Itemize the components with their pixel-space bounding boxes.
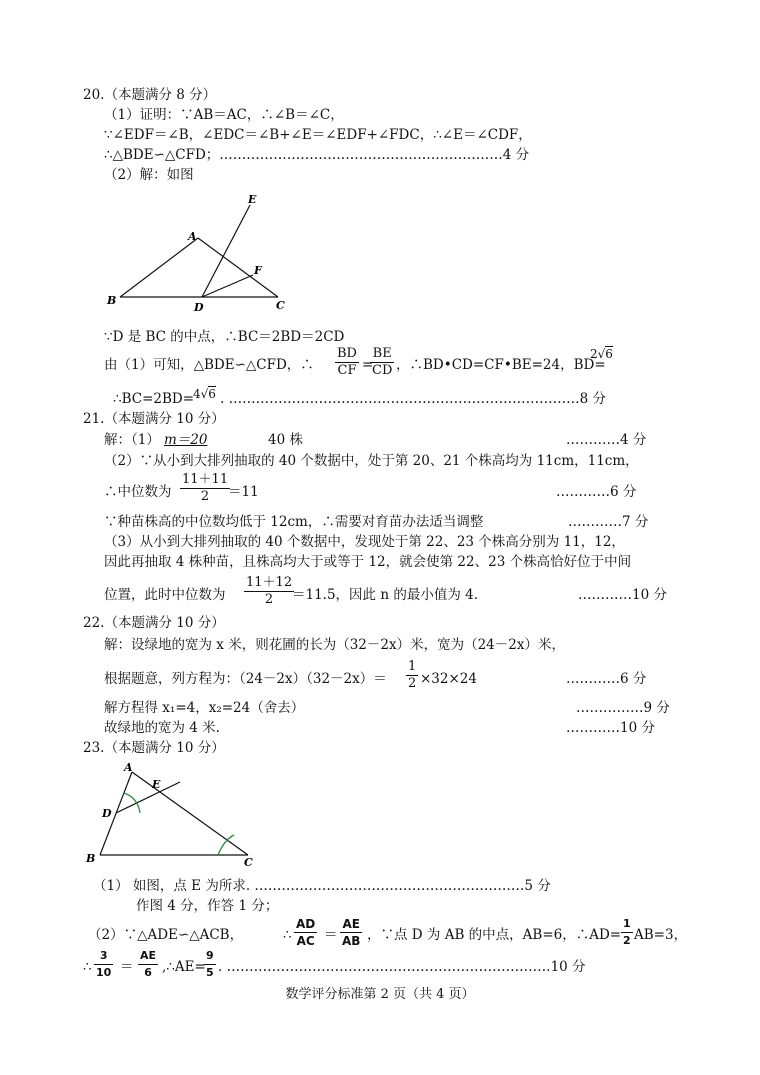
q20-line6b: ，∴BD•CD=CF•BE=24，BD=: [396, 357, 606, 373]
q23-line4c: ,∴AE=: [162, 959, 206, 975]
q21-line4: ∵种苗株高的中位数均低于 12cm，∴需要对育苗办法适当调整: [104, 514, 484, 530]
q22-score1: …………6 分: [566, 671, 647, 687]
q20-eq: =: [362, 357, 374, 373]
q23-figure: [82, 760, 262, 870]
q23-line3c: ，∵点 D 为 AB 的中点，AB=6，∴AD=: [367, 927, 622, 943]
q20-sqrt-bc: 4√6: [193, 387, 216, 401]
q23-eq1: ＝: [324, 927, 338, 943]
q20-label-A: A: [188, 230, 197, 243]
q21-score3: …………7 分: [568, 514, 649, 530]
q23-label-E: E: [152, 778, 161, 791]
q22-frac-half: $\frac{1}{2}$: [408, 659, 417, 691]
q23-frac-3-10: $\frac{3}{10}$: [96, 949, 112, 979]
q23-frac-half: $\frac{1}{2}$: [623, 917, 631, 947]
q20-line7b: . ……………………………………………………………………8 分: [220, 391, 606, 407]
q23-line3d: AB=3，: [634, 927, 688, 943]
q23-frac-9-5: $\frac{9}{5}$: [206, 949, 214, 979]
q20-label-E: E: [248, 193, 257, 206]
q20-line7a: ∴BC=2BD=: [113, 391, 195, 407]
q21-line6: 因此再抽取 4 株种苗，且株高均大于或等于 12，就会使第 22、23 个株高恰好位于中间: [104, 554, 632, 570]
q21-score2: …………6 分: [556, 484, 637, 500]
q23-label-A: A: [124, 761, 133, 774]
q22-line2b: ×32×24: [420, 671, 477, 687]
q22-score3: …………10 分: [566, 720, 655, 736]
q20-line2: ∵∠EDF＝∠B，∠EDC＝∠B+∠E＝∠EDF+∠FDC，∴∠E＝∠CDF，: [104, 127, 532, 143]
q23-line4a: ∴: [83, 959, 92, 975]
q20-label-D: D: [194, 301, 204, 314]
q23-frac-ad-ac: $\frac{AD}{AC}$: [296, 917, 316, 948]
q21-score1: …………4 分: [566, 432, 647, 448]
q22-line3: 解方程得 x₁=4，x₂=24（舍去）: [104, 700, 305, 716]
q20-line5: ∵D 是 BC 的中点，∴BC＝2BD＝2CD: [104, 329, 345, 345]
q20-frac-be-cd: $\frac{BE}{CD}$: [372, 346, 393, 378]
q21-ans40: 40 株: [268, 432, 303, 448]
q20-label-B: B: [107, 294, 117, 307]
q23-frac-ae-ab: $\frac{AE}{AB}$: [342, 917, 361, 948]
q20-line4: （2）解：如图: [104, 167, 194, 183]
q21-line5: （3）从小到大排列抽取的 40 个数据中，发现处于第 22、23 个株高分别为 11，12，: [104, 534, 625, 550]
q23-label-B: B: [86, 852, 96, 865]
q22-line4: 故绿地的宽为 4 米.: [104, 720, 220, 736]
q20-sqrt-bd: 2√6: [590, 347, 613, 361]
q20-label-C: C: [276, 299, 285, 312]
q21-line2: （2）∵从小到大排列抽取的 40 个数据中，处于第 20、21 个株高均为 11cm，11cm，: [104, 453, 639, 469]
q23-heading: 23.（本题满分 10 分）: [83, 740, 225, 756]
q20-line6a: 由（1）可知，△BDE∽△CFD，∴: [104, 357, 314, 373]
q21-line7b: ＝11.5，因此 n 的最小值为 4.: [292, 587, 479, 603]
q21-score4: …………10 分: [578, 587, 667, 603]
q21-m-value: m＝20: [164, 432, 208, 448]
q23-line2: 作图 4 分，作答 1 分；: [136, 898, 279, 914]
q23-line3b: ∴: [283, 927, 292, 943]
q21-frac-11-11: $\frac{11+11}{2}$: [182, 472, 229, 504]
q20-line1: （1）证明：∵AB＝AC，∴∠B＝∠C，: [104, 107, 344, 123]
q23-line3a: （2）∵△ADE∽△ACB，: [88, 927, 244, 943]
q23-label-C: C: [244, 856, 253, 869]
page-footer: 数学评分标准第 2 页（共 4 页）: [285, 987, 475, 1002]
q21-line3b: ＝11: [228, 484, 259, 500]
q23-frac-ae-6: $\frac{AE}{6}$: [140, 949, 157, 979]
q21-heading: 21.（本题满分 10 分）: [83, 411, 225, 427]
q21-line1a: 解：（1）: [104, 432, 160, 448]
q21-line3a: ∴中位数为: [104, 484, 172, 500]
q22-line2a: 根据题意，列方程为：（24－2x）（32－2x）＝: [104, 671, 387, 687]
q23-line1: （1） 如图，点 E 为所求. ……………………………………………………5 分: [93, 878, 551, 894]
q22-line1: 解：设绿地的宽为 x 米，则花圃的长为（32－2x）米，宽为（24－2x）米，: [104, 637, 565, 653]
q20-heading: 20.（本题满分 8 分）: [83, 87, 217, 103]
q23-line4b: ＝: [120, 959, 134, 975]
q20-frac-bd-cf: $\frac{BD}{CF}$: [337, 346, 357, 378]
q22-heading: 22.（本题满分 10 分）: [83, 615, 225, 631]
q23-line4d: . ………………………………………………………………10 分: [218, 959, 586, 975]
q20-figure: [100, 190, 300, 315]
q23-label-D: D: [102, 807, 112, 820]
q20-line3: ∴△BDE∽△CFD；………………………………………………………4 分: [104, 147, 530, 163]
q20-label-F: F: [254, 264, 262, 277]
q21-frac-11-12: $\frac{11+12}{2}$: [246, 575, 293, 607]
q22-score2: ……………9 分: [576, 700, 670, 716]
q21-line7a: 位置，此时中位数为: [104, 587, 226, 603]
